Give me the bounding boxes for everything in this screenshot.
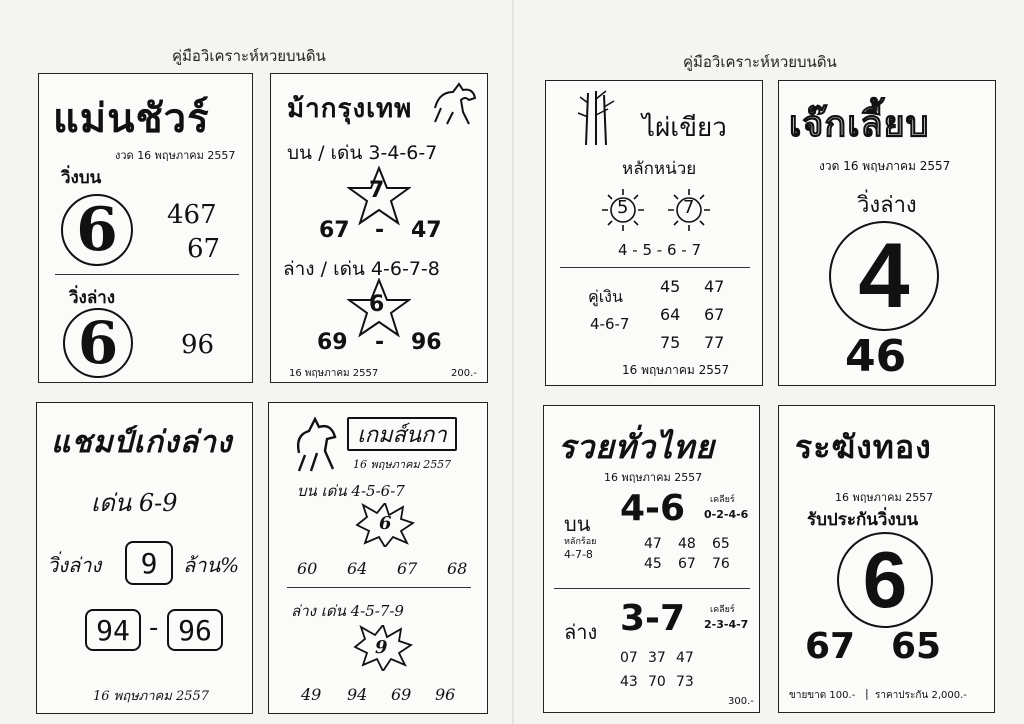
- card-title: แชมป์เก่งล่าง: [51, 425, 233, 460]
- row-1-cell: 68: [447, 559, 468, 578]
- lang-cell: 43: [620, 674, 638, 690]
- pair-a-box: 94: [85, 609, 141, 651]
- card-title: รวยทั่วไทย: [558, 428, 715, 466]
- label: วิ่งล่าง: [857, 193, 917, 218]
- bottom-line: ล่าง / เด่น 4-6-7-8: [283, 258, 440, 280]
- bon-clear: 0-2-4-6: [704, 508, 749, 521]
- footer-left: ขายขาด 100.-: [789, 690, 856, 701]
- card-champ: [36, 402, 253, 714]
- pair-1-a: 67: [319, 218, 350, 243]
- lang-label: ล่าง: [564, 620, 598, 644]
- card-date: 16 พฤษภาคม 2557: [353, 458, 452, 471]
- bon-cell: 45: [644, 556, 662, 572]
- pair-a: 67: [805, 626, 856, 667]
- burst-digit-1: 6: [379, 513, 392, 534]
- hundreds-label: หลักร้อย: [564, 537, 597, 547]
- sun-digit-2: 7: [683, 197, 695, 218]
- horse-icon: [429, 78, 481, 128]
- grid-cell: 75: [660, 333, 681, 352]
- card-date: 16 พฤษภาคม 2557: [835, 491, 934, 504]
- grid-cell: 47: [704, 277, 725, 296]
- lang-clear: 2-3-4-7: [704, 618, 749, 631]
- lang-cell: 37: [648, 650, 666, 666]
- card-title: เจ๊กเลี้ยบ: [789, 104, 930, 145]
- top-number-1: 467: [167, 200, 217, 230]
- card-game-nok: [268, 402, 488, 714]
- price: 300.-: [728, 696, 754, 707]
- row-2-cell: 94: [347, 685, 368, 704]
- footer-date: 16 พฤษภาคม 2557: [289, 368, 379, 379]
- card-ra-khang-thong: [778, 405, 995, 713]
- bon-main: 4-6: [620, 488, 686, 529]
- star-digit-2: 6: [369, 292, 385, 317]
- card-maen-sure: [38, 73, 253, 383]
- star-digit-1: 7: [369, 178, 385, 203]
- wing-label: วิ่งล่าง: [47, 553, 102, 577]
- subtitle: รับประกันวิ่งบน: [807, 510, 919, 530]
- divider-line: [560, 267, 750, 268]
- footer-separator: |: [865, 687, 869, 700]
- bottom-number: 96: [181, 330, 215, 360]
- bon-cell: 48: [678, 536, 696, 552]
- lang-clear-label: เคลียร์: [710, 605, 735, 615]
- bon-clear-label: เคลียร์: [710, 495, 735, 505]
- bottom-label: วิ่งล่าง: [69, 288, 116, 308]
- grid-cell: 77: [704, 333, 725, 352]
- horse-icon: [289, 413, 345, 475]
- pair-2-dash: -: [375, 330, 385, 355]
- top-label: วิ่งบน: [61, 168, 102, 188]
- lang-main: 3-7: [620, 598, 686, 639]
- footer-date: 16 พฤษภาคม 2557: [622, 363, 730, 377]
- card-date: งวด 16 พฤษภาคม 2557: [819, 159, 951, 173]
- bottom-digit-circle: 6: [63, 308, 133, 378]
- bamboo-icon: [576, 89, 616, 145]
- pair-b-box: 96: [167, 609, 223, 651]
- pair-2-b: 96: [411, 330, 442, 355]
- divider-line: [554, 588, 750, 589]
- pair-2-a: 69: [317, 330, 348, 355]
- card-phai-khiao: [545, 80, 763, 386]
- percent-label: ล้าน%: [183, 553, 240, 577]
- footer-date: 16 พฤษภาคม 2557: [93, 689, 210, 704]
- grid-cell: 64: [660, 305, 681, 324]
- row-2-cell: 69: [391, 685, 412, 704]
- bon-label: บน: [564, 512, 591, 536]
- card-date: 16 พฤษภาคม 2557: [604, 471, 703, 484]
- digit-circle: 6: [837, 532, 933, 628]
- bon-cell: 67: [678, 556, 696, 572]
- grid-cell: 67: [704, 305, 725, 324]
- row-1-cell: 64: [347, 559, 368, 578]
- sun-digit-1: 5: [617, 197, 629, 218]
- lang-cell: 47: [676, 650, 694, 666]
- bon-cell: 76: [712, 556, 730, 572]
- digit-circle: 4: [829, 221, 939, 331]
- pair-digits: 4-6-7: [590, 315, 630, 333]
- divider-line: [55, 274, 239, 275]
- pair-label: คู่เงิน: [588, 287, 623, 306]
- card-title: ไผ่เขียว: [642, 113, 727, 143]
- hundreds: 4-7-8: [564, 548, 593, 561]
- number-line: 4 - 5 - 6 - 7: [618, 241, 702, 259]
- header-left: คู่มือวิเคราะห์หวยบนดิน: [172, 47, 326, 65]
- card-date: งวด 16 พฤษภาคม 2557: [115, 149, 236, 162]
- pair-b: 65: [891, 626, 942, 667]
- pair-1-b: 47: [411, 218, 442, 243]
- row-2-cell: 49: [301, 685, 322, 704]
- burst-digit-2: 9: [375, 637, 388, 658]
- pair-1-dash: -: [375, 218, 385, 243]
- row-2-cell: 96: [435, 685, 456, 704]
- card-ma-krungthep: [270, 73, 488, 383]
- wing-digit-box: 9: [125, 541, 173, 585]
- top-number-2: 67: [187, 234, 221, 264]
- bottom-line: ล่าง เด่น 4-5-7-9: [291, 602, 404, 620]
- card-title: ระฆังทอง: [795, 428, 932, 466]
- card-title: เกมส์นกา: [347, 417, 457, 451]
- lang-cell: 70: [648, 674, 666, 690]
- divider-line: [287, 587, 471, 588]
- grid-cell: 45: [660, 277, 681, 296]
- price: 200.-: [451, 368, 477, 379]
- top-digit-circle: 6: [61, 194, 133, 266]
- bottom-number: 46: [845, 331, 907, 382]
- den-line: เด่น 6-9: [91, 489, 178, 517]
- lang-cell: 73: [676, 674, 694, 690]
- header-right: คู่มือวิเคราะห์หวยบนดิน: [683, 53, 837, 71]
- card-jek-liao: [778, 80, 996, 386]
- page-fold: [512, 0, 514, 724]
- pair-dash: -: [149, 613, 159, 643]
- row-1-cell: 67: [397, 559, 418, 578]
- top-line: บน เด่น 4-5-6-7: [297, 482, 405, 500]
- bon-cell: 47: [644, 536, 662, 552]
- lang-cell: 07: [620, 650, 638, 666]
- card-title: ม้ากรุงเทพ: [287, 94, 413, 124]
- card-title: แม่นชัวร์: [53, 96, 210, 142]
- card-ruay-thua-thai: [543, 405, 760, 713]
- footer-right: ราคาประกัน 2,000.-: [875, 690, 967, 701]
- row-1-cell: 60: [297, 559, 318, 578]
- bon-cell: 65: [712, 536, 730, 552]
- subtitle: หลักหน่วย: [622, 159, 697, 179]
- top-line: บน / เด่น 3-4-6-7: [287, 142, 438, 164]
